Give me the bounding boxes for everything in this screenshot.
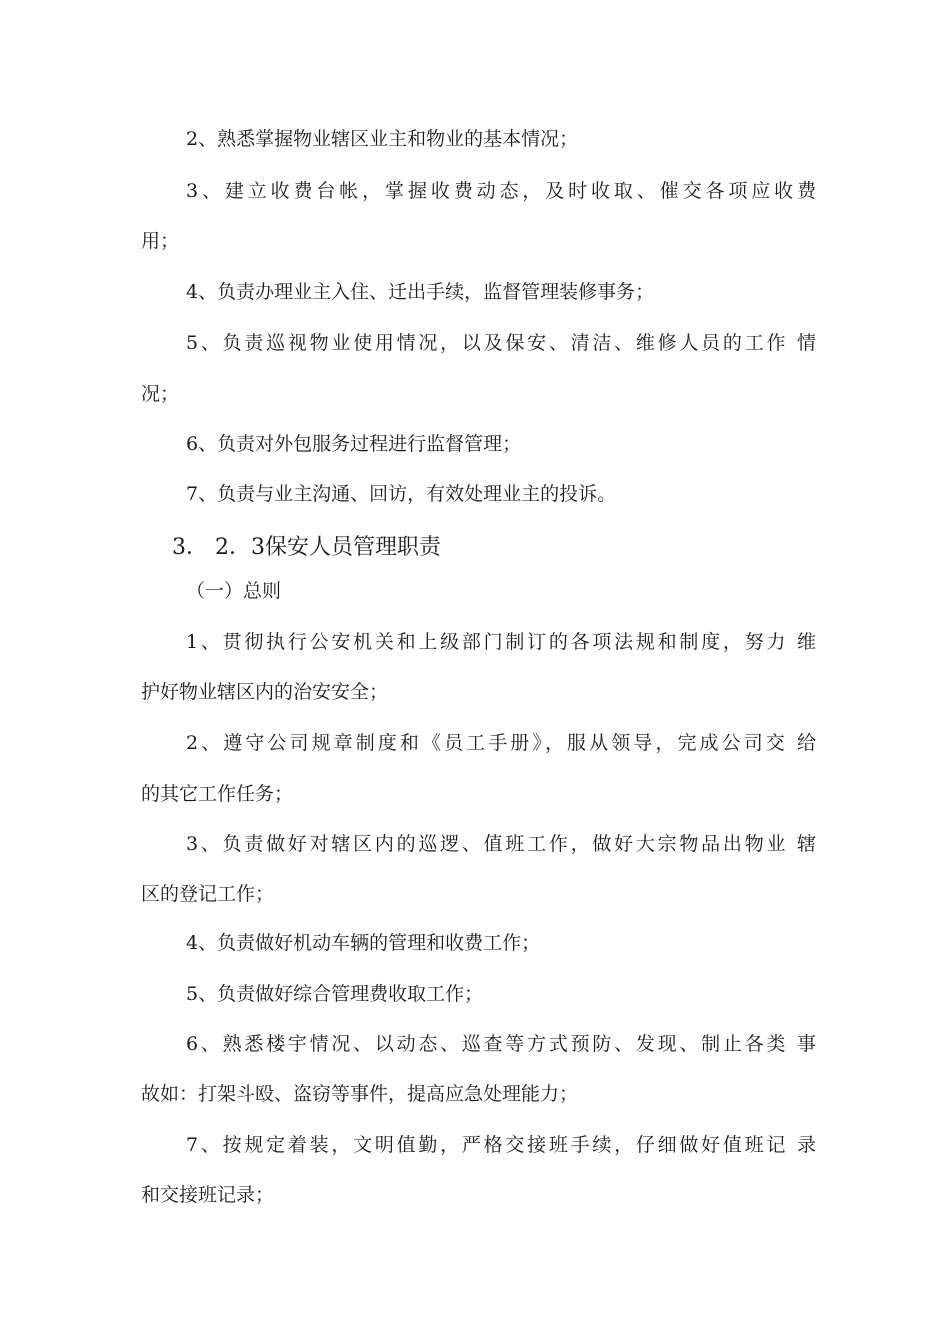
security-item-1-line-2: 护好物业辖区内的治安安全； — [141, 681, 389, 703]
security-item-2-line-2: 的其它工作任务； — [141, 783, 294, 805]
section-heading: 3． 2．3保安人员管理职责 — [172, 535, 441, 560]
security-item-5: 5、负责做好综合管理费收取工作； — [186, 983, 484, 1005]
security-item-7-line-1: 7、按规定着装，文明值勤，严格交接班手续，仔细做好值班记 录 — [186, 1134, 816, 1156]
section-subheading: （一）总则 — [186, 580, 282, 602]
duty-item-5-line-2: 况； — [141, 383, 180, 405]
security-item-2-line-1: 2、遵守公司规章制度和《员工手册》，服从领导，完成公司交 给 — [186, 732, 816, 754]
security-item-6-line-1: 6、熟悉楼宇情况、以动态、巡查等方式预防、发现、制止各类 事 — [186, 1033, 816, 1055]
duty-item-3-line-2: 用； — [141, 230, 180, 252]
duty-item-5-line-1: 5、负责巡视物业使用情况，以及保安、清洁、维修人员的工作 情 — [186, 332, 816, 354]
duty-item-6: 6、负责对外包服务过程进行监督管理； — [186, 433, 522, 455]
duty-item-2: 2、熟悉掌握物业辖区业主和物业的基本情况； — [186, 128, 579, 150]
security-item-1-line-1: 1、贯彻执行公安机关和上级部门制订的各项法规和制度，努力 维 — [186, 631, 816, 653]
duty-item-7: 7、负责与业主沟通、回访，有效处理业主的投诉。 — [186, 483, 617, 505]
duty-item-4: 4、负责办理业主入住、迁出手续，监督管理装修事务； — [186, 281, 655, 303]
security-item-3-line-2: 区的登记工作； — [141, 883, 275, 905]
duty-item-3-line-1: 3、建立收费台帐，掌握收费动态，及时收取、催交各项应收费 — [186, 180, 816, 202]
security-item-6-line-2: 故如：打架斗殴、盗窃等事件，提高应急处理能力； — [141, 1083, 579, 1105]
security-item-3-line-1: 3、负责做好对辖区内的巡逻、值班工作，做好大宗物品出物业 辖 — [186, 833, 816, 855]
security-item-7-line-2: 和交接班记录； — [141, 1184, 275, 1206]
security-item-4: 4、负责做好机动车辆的管理和收费工作； — [186, 932, 541, 954]
